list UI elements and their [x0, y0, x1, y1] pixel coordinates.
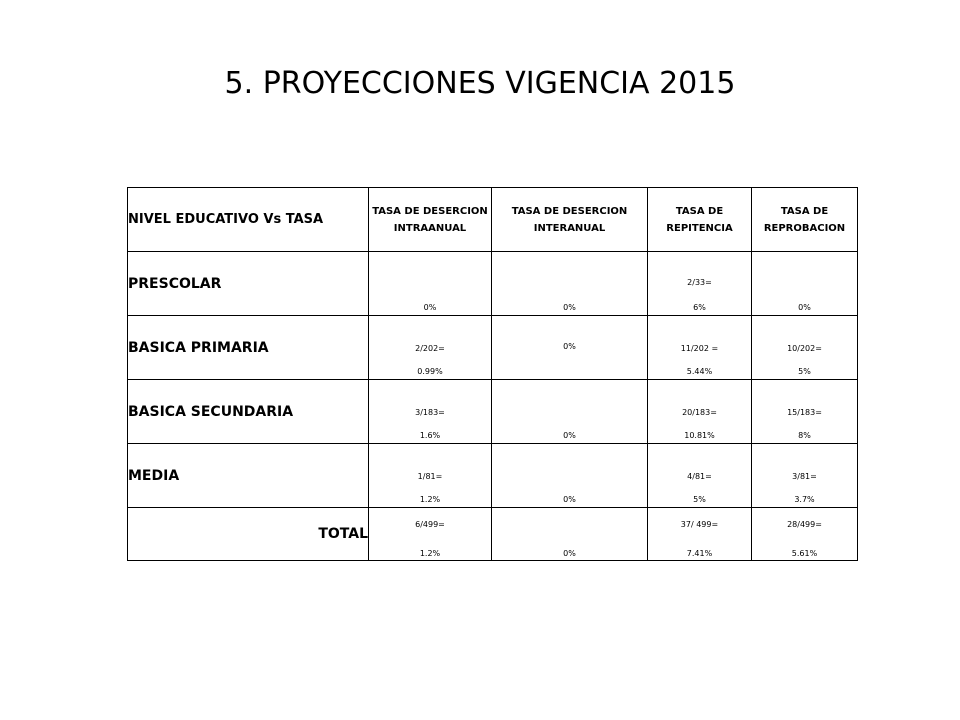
cell-percent: 1.6% — [419, 431, 441, 440]
table-cell — [648, 444, 752, 508]
cell-percent: 0% — [563, 341, 576, 351]
table-cell — [492, 380, 648, 444]
cell-fraction: 28/499= — [787, 520, 822, 529]
cell-fraction: 37/ 499= — [680, 520, 719, 529]
table-cell — [492, 316, 648, 380]
cell-fraction: 3/81= — [792, 472, 817, 481]
cell-fraction: 6/499= — [415, 520, 445, 529]
cell-fraction: 20/183= — [682, 408, 717, 417]
table-cell — [648, 380, 752, 444]
table-cell — [648, 508, 752, 561]
table-total-row — [128, 508, 858, 561]
table-cell — [369, 316, 492, 380]
cell-percent: 0% — [563, 495, 576, 504]
cell-fraction: 11/202 = — [680, 344, 719, 353]
cell-percent: 5% — [693, 495, 706, 504]
table-cell — [369, 508, 492, 561]
table-cell — [752, 252, 858, 316]
table-cell — [492, 252, 648, 316]
corner-header: NIVEL EDUCATIVO Vs TASA — [128, 188, 369, 252]
table-cell — [752, 444, 858, 508]
table-cell — [752, 508, 858, 561]
cell-percent: 5.61% — [791, 549, 818, 558]
table-cell — [369, 444, 492, 508]
table-cell — [648, 252, 752, 316]
cell-percent: 10.81% — [684, 431, 715, 440]
cell-percent: 0% — [563, 431, 576, 440]
row-label: BASICA PRIMARIA — [128, 316, 369, 380]
cell-fraction: 1/81= — [417, 472, 443, 481]
table-cell — [492, 444, 648, 508]
cell-percent: 1.2% — [419, 495, 441, 504]
cell-percent: 5% — [798, 367, 811, 376]
table-row — [128, 316, 858, 380]
cell-percent: 0% — [563, 549, 576, 558]
table-cell — [648, 316, 752, 380]
cell-percent: 1.2% — [419, 549, 441, 558]
table-cell — [369, 252, 492, 316]
row-label: MEDIA — [128, 444, 369, 508]
cell-percent: 8% — [798, 431, 811, 440]
cell-percent: 0% — [423, 303, 437, 312]
cell-percent: 0.99% — [417, 367, 443, 376]
table-cell — [752, 316, 858, 380]
cell-percent: 0% — [563, 303, 576, 312]
cell-percent: 7.41% — [686, 549, 713, 558]
table-cell — [752, 380, 858, 444]
table-row — [128, 380, 858, 444]
column-header-repitencia: TASA DE REPITENCIA — [648, 188, 752, 252]
row-label: PRESCOLAR — [128, 252, 369, 316]
cell-fraction: 3/183= — [415, 408, 445, 417]
column-header-desercion-intraanual: TASA DE DESERCION INTRAANUAL — [369, 188, 492, 252]
cell-fraction: 15/183= — [787, 408, 822, 417]
cell-percent: 3.7% — [794, 495, 815, 504]
row-label: BASICA SECUNDARIA — [128, 380, 369, 444]
table-cell — [492, 508, 648, 561]
cell-fraction: 10/202= — [787, 344, 822, 353]
cell-fraction: 4/81= — [687, 472, 712, 481]
table-row — [128, 444, 858, 508]
cell-percent: 6% — [693, 303, 706, 312]
cell-fraction: 2/33= — [687, 278, 712, 287]
column-header-desercion-interanual: TASA DE DESERCION INTERANUAL — [492, 188, 648, 252]
slide-title: 5. PROYECCIONES VIGENCIA 2015 — [224, 66, 736, 101]
cell-percent: 5.44% — [686, 367, 713, 376]
cell-percent: 0% — [798, 303, 811, 312]
total-label: TOTAL — [128, 508, 369, 561]
projections-table — [127, 187, 858, 561]
table-row — [128, 252, 858, 316]
table-cell — [369, 380, 492, 444]
column-header-reprobacion: TASA DE REPROBACION — [752, 188, 858, 252]
cell-fraction: 2/202= — [415, 344, 445, 353]
table-header-row — [128, 188, 858, 252]
